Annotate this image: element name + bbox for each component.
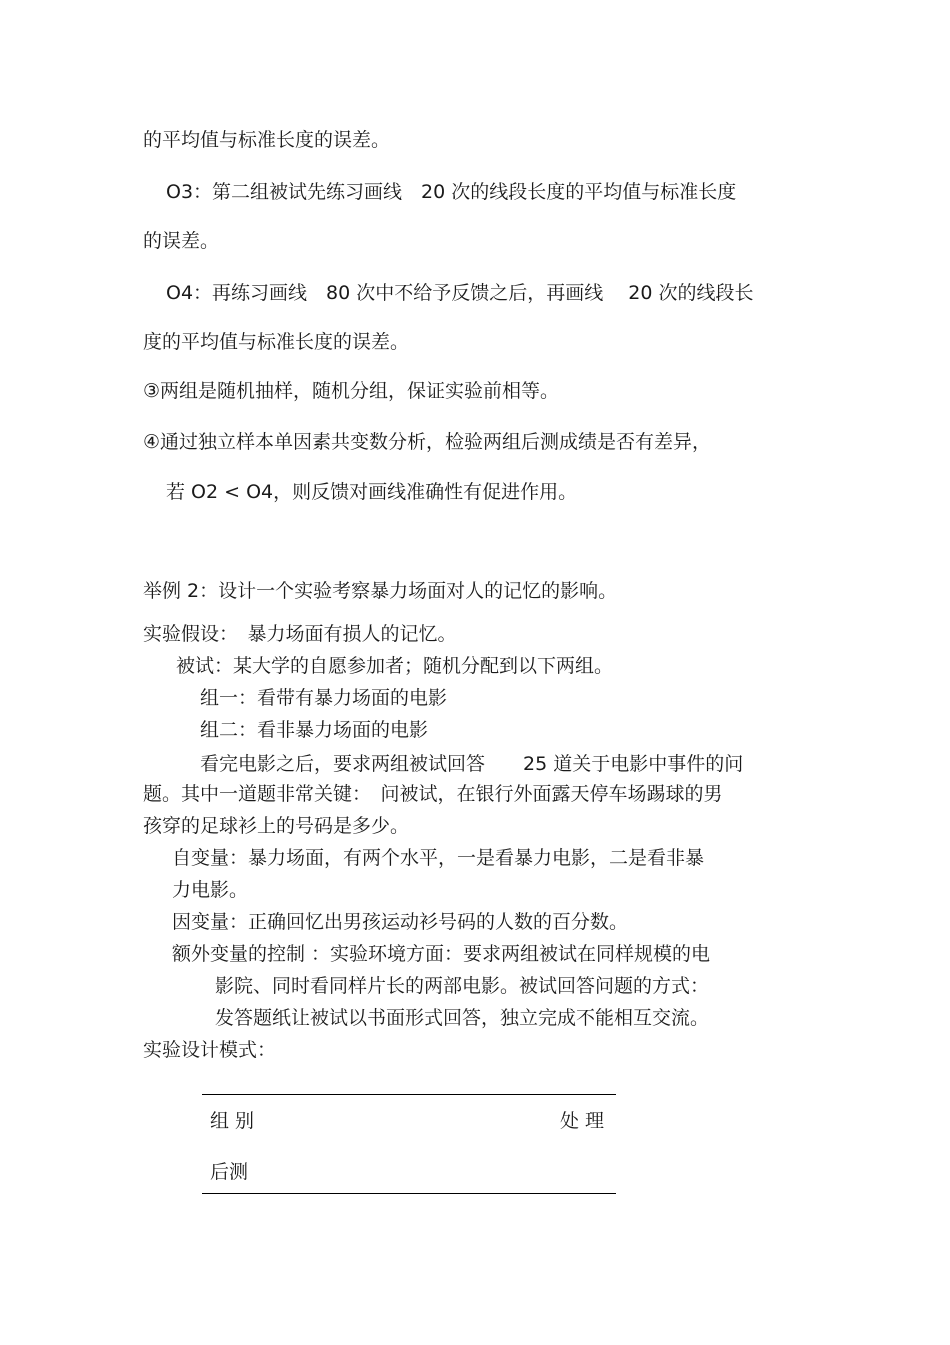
text-line: ③两组是随机抽样，随机分组，保证实验前相等。 [143,380,560,402]
table-row-label: 后测 [210,1161,249,1183]
text-line: 孩穿的足球衫上的号码是多少。 [143,815,410,837]
example-heading: 举例 2：设计一个实验考察暴力场面对人的记忆的影响。 [143,580,618,602]
text-line: 被试：某大学的自愿参加者；随机分配到以下两组。 [176,655,614,677]
text-line: O4：再练习画线 80 次中不给予反馈之后，再画线 20 次的线段长 [166,282,754,304]
text-line: 额外变量的控制 ：实验环境方面：要求两组被试在同样规模的电 [172,943,711,965]
text-line: 看完电影之后，要求两组被试回答 25 道关于电影中事件的问 [200,753,744,775]
text-line: 组一：看带有暴力场面的电影 [200,687,448,709]
text-line: 因变量：正确回忆出男孩运动衫号码的人数的百分数。 [172,911,629,933]
text-line: 发答题纸让被试以书面形式回答，独立完成不能相互交流。 [215,1007,710,1029]
text-line: 题。其中一道题非常关键： 问被试，在银行外面露天停车场踢球的男 [143,783,723,805]
text-line: 若 O2 < O4，则反馈对画线准确性有促进作用。 [166,481,578,503]
text-line: 力电影。 [172,879,249,901]
text-line: O3：第二组被试先练习画线 20 次的线段长度的平均值与标准长度 [166,181,737,203]
text-line: 实验设计模式： [143,1039,277,1061]
text-line: 的误差。 [143,230,220,252]
text-line: ④通过独立样本单因素共变数分析，检验两组后测成绩是否有差异， [143,431,712,453]
text-line: 组二：看非暴力场面的电影 [200,719,429,741]
table-header-treatment: 处 理 [560,1110,605,1132]
table-top-rule [202,1094,616,1095]
text-line: 影院、同时看同样片长的两部电影。被试回答问题的方式： [215,975,710,997]
text-line: 的平均值与标准长度的误差。 [143,129,391,151]
text-line: 度的平均值与标准长度的误差。 [143,331,410,353]
text-line: 自变量：暴力场面，有两个水平，一是看暴力电影，二是看非暴 [172,847,705,869]
table-bottom-rule [202,1193,616,1194]
table-header-group: 组 别 [210,1110,255,1132]
text-line: 实验假设： 暴力场面有损人的记忆。 [143,623,457,645]
